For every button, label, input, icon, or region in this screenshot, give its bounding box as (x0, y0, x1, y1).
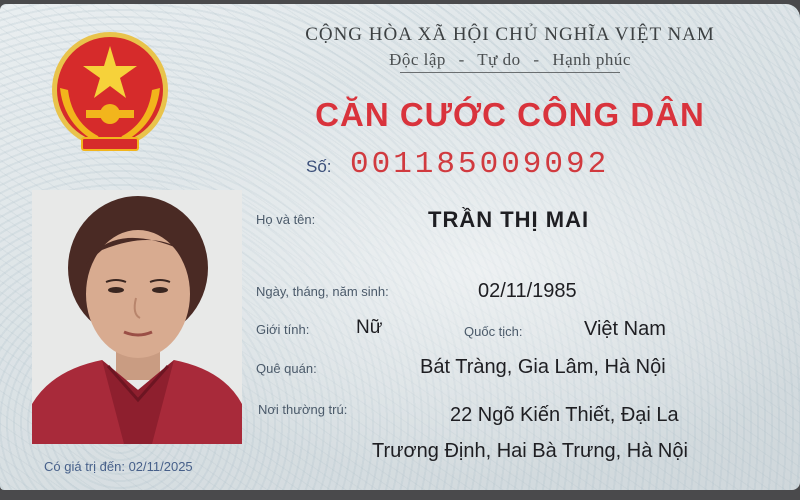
hometown: Bát Tràng, Gia Lâm, Hà Nội (420, 356, 666, 378)
residence-label: Nơi thường trú: (258, 402, 348, 417)
national-emblem-icon (46, 28, 174, 158)
expiry-value: 02/11/2025 (128, 459, 193, 474)
full-name: TRẦN THỊ MAI (428, 207, 590, 232)
expiry-label: Có giá trị đến: (44, 459, 125, 474)
id-card (0, 4, 800, 490)
date-of-birth: 02/11/1985 (478, 280, 577, 302)
motto-underline (400, 72, 620, 73)
sex-label: Giới tính: (256, 322, 310, 337)
expiry-date (44, 459, 193, 474)
card-title: CĂN CƯỚC CÔNG DÂN (315, 96, 705, 133)
residence-line-1: 22 Ngõ Kiến Thiết, Đại La (450, 404, 679, 426)
nationality: Việt Nam (584, 318, 666, 340)
motto-left: Độc lập (389, 50, 446, 69)
dob-label: Ngày, tháng, năm sinh: (256, 284, 389, 299)
national-motto: Độc lập - Tự do - Hạnh phúc (389, 50, 631, 69)
name-label: Họ và tên: (256, 212, 316, 227)
nation-name: CỘNG HÒA XÃ HỘI CHỦ NGHĨA VIỆT NAM (305, 24, 715, 45)
id-number-row (306, 147, 609, 182)
motto-mid: Tự do (477, 50, 521, 69)
motto-right: Hạnh phúc (552, 50, 631, 69)
nationality-label: Quốc tịch: (464, 324, 523, 339)
residence-line-2: Trương Định, Hai Bà Trưng, Hà Nội (372, 440, 688, 462)
portrait-photo (32, 190, 242, 444)
card-header (230, 24, 790, 73)
id-number: 001185009092 (349, 147, 610, 182)
sex: Nữ (356, 317, 383, 338)
hometown-label: Quê quán: (256, 361, 317, 376)
id-label: Số: (306, 157, 332, 176)
